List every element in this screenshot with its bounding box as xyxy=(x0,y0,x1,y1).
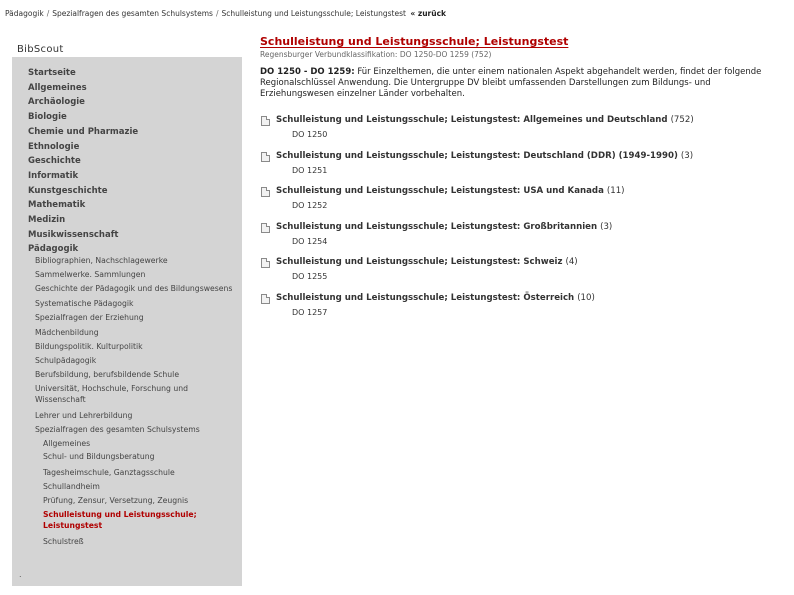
entry-count: (3) xyxy=(600,221,613,232)
site-brand: BibScout xyxy=(17,44,64,55)
sidebar-subnav xyxy=(35,254,235,549)
page-title: Schulleistung und Leistungsschule; Leistungstest xyxy=(260,35,569,48)
sidebar-subitem-systematische-paedagogik[interactable]: Systematische Pädagogik xyxy=(35,299,134,308)
breadcrumb xyxy=(5,9,446,18)
sidebar-subitem-universitaet[interactable]: Universität, Hochschule, Forschung und Wissenschaft xyxy=(35,383,188,405)
sidebar-subsubitem-schulstress[interactable]: Schulstreß xyxy=(43,536,84,546)
entry-count: (752) xyxy=(670,115,694,125)
entry-code: DO 1254 xyxy=(292,236,328,246)
main-content xyxy=(260,35,780,317)
sidebar-subitem-spezialfragen-erziehung[interactable]: Spezialfragen der Erziehung xyxy=(35,313,144,323)
sidebar-item-startseite[interactable]: Startseite xyxy=(28,68,76,78)
entry-link[interactable] xyxy=(276,257,578,267)
sidebar-subitem-lehrerbildung[interactable]: Lehrer und Lehrerbildung xyxy=(35,410,133,420)
sidebar-item-medizin[interactable]: Medizin xyxy=(28,215,66,226)
sidebar-subitem-berufsbildung[interactable]: Berufsbildung, berufsbildende Schule xyxy=(35,370,180,380)
sidebar-subitem-geschichte-paedagogik[interactable]: Geschichte der Pädagogik und des Bildungswesens xyxy=(35,283,233,293)
sidebar-footer-dot: . xyxy=(19,570,22,579)
list-item xyxy=(260,186,780,222)
entry-code: DO 1250 xyxy=(292,130,328,139)
back-link[interactable] xyxy=(410,9,446,18)
list-item xyxy=(260,222,780,258)
sidebar-subitem-bildungspolitik[interactable]: Bildungspolitik. Kulturpolitik xyxy=(35,341,143,351)
entry-count: (11) xyxy=(606,186,625,197)
intro-range: DO 1250 - DO 1259: xyxy=(260,67,355,77)
document-icon xyxy=(261,187,270,197)
entry-count: (3) xyxy=(680,150,694,161)
sidebar-item-musikwissenschaft[interactable]: Musikwissenschaft xyxy=(28,229,119,240)
entry-link[interactable] xyxy=(276,186,625,196)
sidebar-subitem-maedchenbildung[interactable]: Mädchenbildung xyxy=(35,327,99,337)
entry-code: DO 1257 xyxy=(292,307,328,317)
sidebar xyxy=(12,57,242,586)
entry-label: Schulleistung und Leistungsschule; Leistungstest: USA und Kanada xyxy=(276,186,604,197)
sidebar-item-chemie[interactable]: Chemie und Pharmazie xyxy=(28,126,139,137)
list-item xyxy=(260,293,780,329)
sidebar-item-biologie[interactable]: Biologie xyxy=(28,112,67,123)
sidebar-nav xyxy=(28,66,138,257)
entry-label: Schulleistung und Leistungsschule; Leistungstest: Schweiz xyxy=(276,257,563,268)
entry-count: (10) xyxy=(577,292,595,303)
entry-label: Schulleistung und Leistungsschule; Leistungstest: Großbritannien xyxy=(276,221,598,232)
entry-label: Schulleistung und Leistungsschule; Leistungstest: Allgemeines und Deutschland xyxy=(276,115,668,125)
sidebar-subitem-bibliographien[interactable]: Bibliographien, Nachschlagewerke xyxy=(35,256,168,265)
document-icon xyxy=(261,294,270,304)
sidebar-item-geschichte[interactable]: Geschichte xyxy=(28,156,81,167)
sidebar-subitem-sammelwerke[interactable]: Sammelwerke. Sammlungen xyxy=(35,270,146,280)
entry-code: DO 1251 xyxy=(292,165,328,175)
breadcrumb-item-current: Schulleistung und Leistungsschule; Leistungstest xyxy=(221,9,406,18)
sidebar-item-ethnologie[interactable]: Ethnologie xyxy=(28,141,80,152)
sidebar-subsubitem-schulleistung-active[interactable]: Schulleistung und Leistungsschule; Leistungstest xyxy=(43,509,197,531)
sidebar-subsubnav xyxy=(35,437,235,549)
sidebar-subitem-spezialfragen-schulsystem[interactable]: Spezialfragen des gesamten Schulsystems xyxy=(35,424,200,434)
breadcrumb-separator: / xyxy=(46,9,50,18)
list-item xyxy=(260,257,780,293)
back-arrow-icon: « xyxy=(410,9,416,18)
sidebar-subsubitem-allgemeines[interactable]: Allgemeines xyxy=(43,439,91,449)
entry-code: DO 1255 xyxy=(292,272,328,282)
sidebar-item-kunstgeschichte[interactable]: Kunstgeschichte xyxy=(28,185,108,196)
sidebar-item-allgemeines[interactable]: Allgemeines xyxy=(28,82,87,93)
sidebar-item-archaeologie[interactable]: Archäologie xyxy=(28,97,85,108)
document-icon xyxy=(261,258,270,268)
entry-link[interactable] xyxy=(276,115,694,125)
sidebar-subsubitem-bildungsberatung[interactable]: Schul- und Bildungsberatung xyxy=(43,452,155,462)
sidebar-subsubitem-schullandheim[interactable]: Schullandheim xyxy=(43,482,100,492)
breadcrumb-item-spezialfragen[interactable]: Spezialfragen des gesamten Schulsystems xyxy=(52,9,213,18)
back-label: zurück xyxy=(417,9,447,18)
document-icon xyxy=(261,223,270,233)
sidebar-subitem-schulpaedagogik[interactable]: Schulpädagogik xyxy=(35,356,97,366)
document-icon xyxy=(261,116,270,126)
entry-list xyxy=(260,115,780,329)
intro-text xyxy=(260,67,778,100)
entry-link[interactable] xyxy=(276,293,595,303)
document-icon xyxy=(261,152,270,162)
entry-link[interactable] xyxy=(276,222,612,232)
sidebar-item-informatik[interactable]: Informatik xyxy=(28,170,79,181)
entry-code: DO 1252 xyxy=(292,201,328,211)
intro-body: Für Einzelthemen, die unter einem nationalen Aspekt abgehandelt werden, findet der folgende Regionalschlüssel Anwendung. Die Untergruppe DV bleibt umfassenden Darstellungen zum Bildungs- und Erziehungswesen einzelner Länder vorbehalten. xyxy=(260,67,762,99)
classification-subtitle: Regensburger Verbundklassifikation: DO 1250-DO 1259 (752) xyxy=(260,50,492,59)
breadcrumb-separator: / xyxy=(215,9,219,18)
entry-label: Schulleistung und Leistungsschule; Leistungstest: Österreich xyxy=(276,292,575,303)
breadcrumb-item-paedagogik[interactable]: Pädagogik xyxy=(5,9,44,18)
list-item xyxy=(260,115,780,151)
sidebar-subsubitem-pruefung[interactable]: Prüfung, Zensur, Versetzung, Zeugnis xyxy=(43,496,189,506)
sidebar-item-paedagogik[interactable]: Pädagogik xyxy=(28,244,79,255)
entry-link[interactable] xyxy=(276,151,693,161)
list-item xyxy=(260,151,780,187)
sidebar-subsubitem-ganztagsschule[interactable]: Tagesheimschule, Ganztagsschule xyxy=(43,467,175,477)
entry-label: Schulleistung und Leistungsschule; Leistungstest: Deutschland (DDR) (1949-1990) xyxy=(276,150,678,161)
entry-count: (4) xyxy=(565,257,578,268)
sidebar-item-mathematik[interactable]: Mathematik xyxy=(28,200,86,211)
